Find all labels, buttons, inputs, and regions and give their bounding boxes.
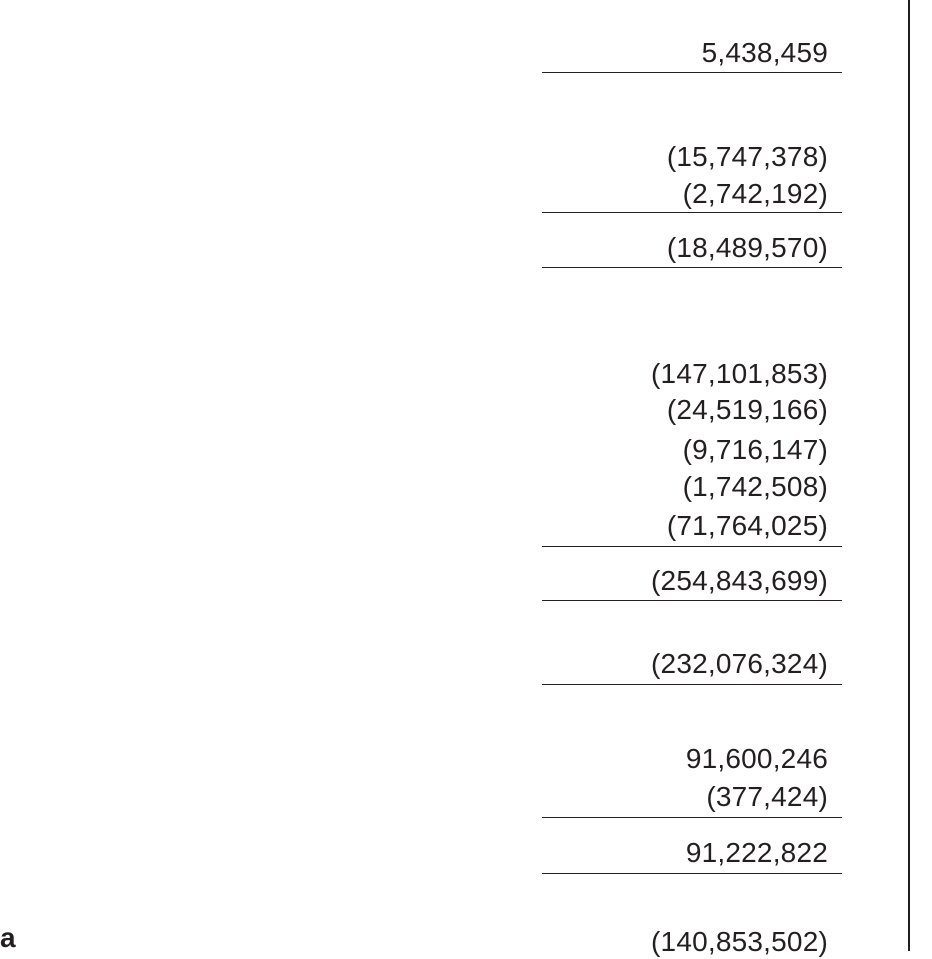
subtotal-value: (254,843,699)	[651, 565, 828, 596]
value-row: 5,438,459	[701, 37, 828, 68]
value-row: (1,742,508)	[682, 471, 828, 502]
value-row: (377,424)	[706, 781, 828, 812]
underline-rule	[542, 684, 842, 685]
value-row: (9,716,147)	[682, 434, 828, 465]
total-value: (232,076,324)	[651, 648, 828, 679]
value-row: (147,101,853)	[651, 358, 828, 389]
subtotal-value: (18,489,570)	[666, 232, 828, 263]
value-row: (15,747,378)	[666, 141, 828, 172]
underline-rule	[542, 600, 842, 601]
underline-rule	[542, 267, 842, 268]
row-label-partial: a	[0, 922, 16, 953]
right-border-line	[908, 0, 910, 951]
underline-rule	[542, 546, 842, 547]
subtotal-value: 91,222,822	[685, 837, 828, 868]
underline-rule	[542, 212, 842, 213]
value-row: (24,519,166)	[666, 394, 828, 425]
value-row: (71,764,025)	[666, 510, 828, 541]
underline-rule	[542, 817, 842, 818]
value-row: (2,742,192)	[682, 178, 828, 209]
value-row: 91,600,246	[685, 743, 828, 774]
total-value: (140,853,502)	[651, 926, 828, 957]
underline-rule	[542, 873, 842, 874]
underline-rule	[542, 72, 842, 73]
